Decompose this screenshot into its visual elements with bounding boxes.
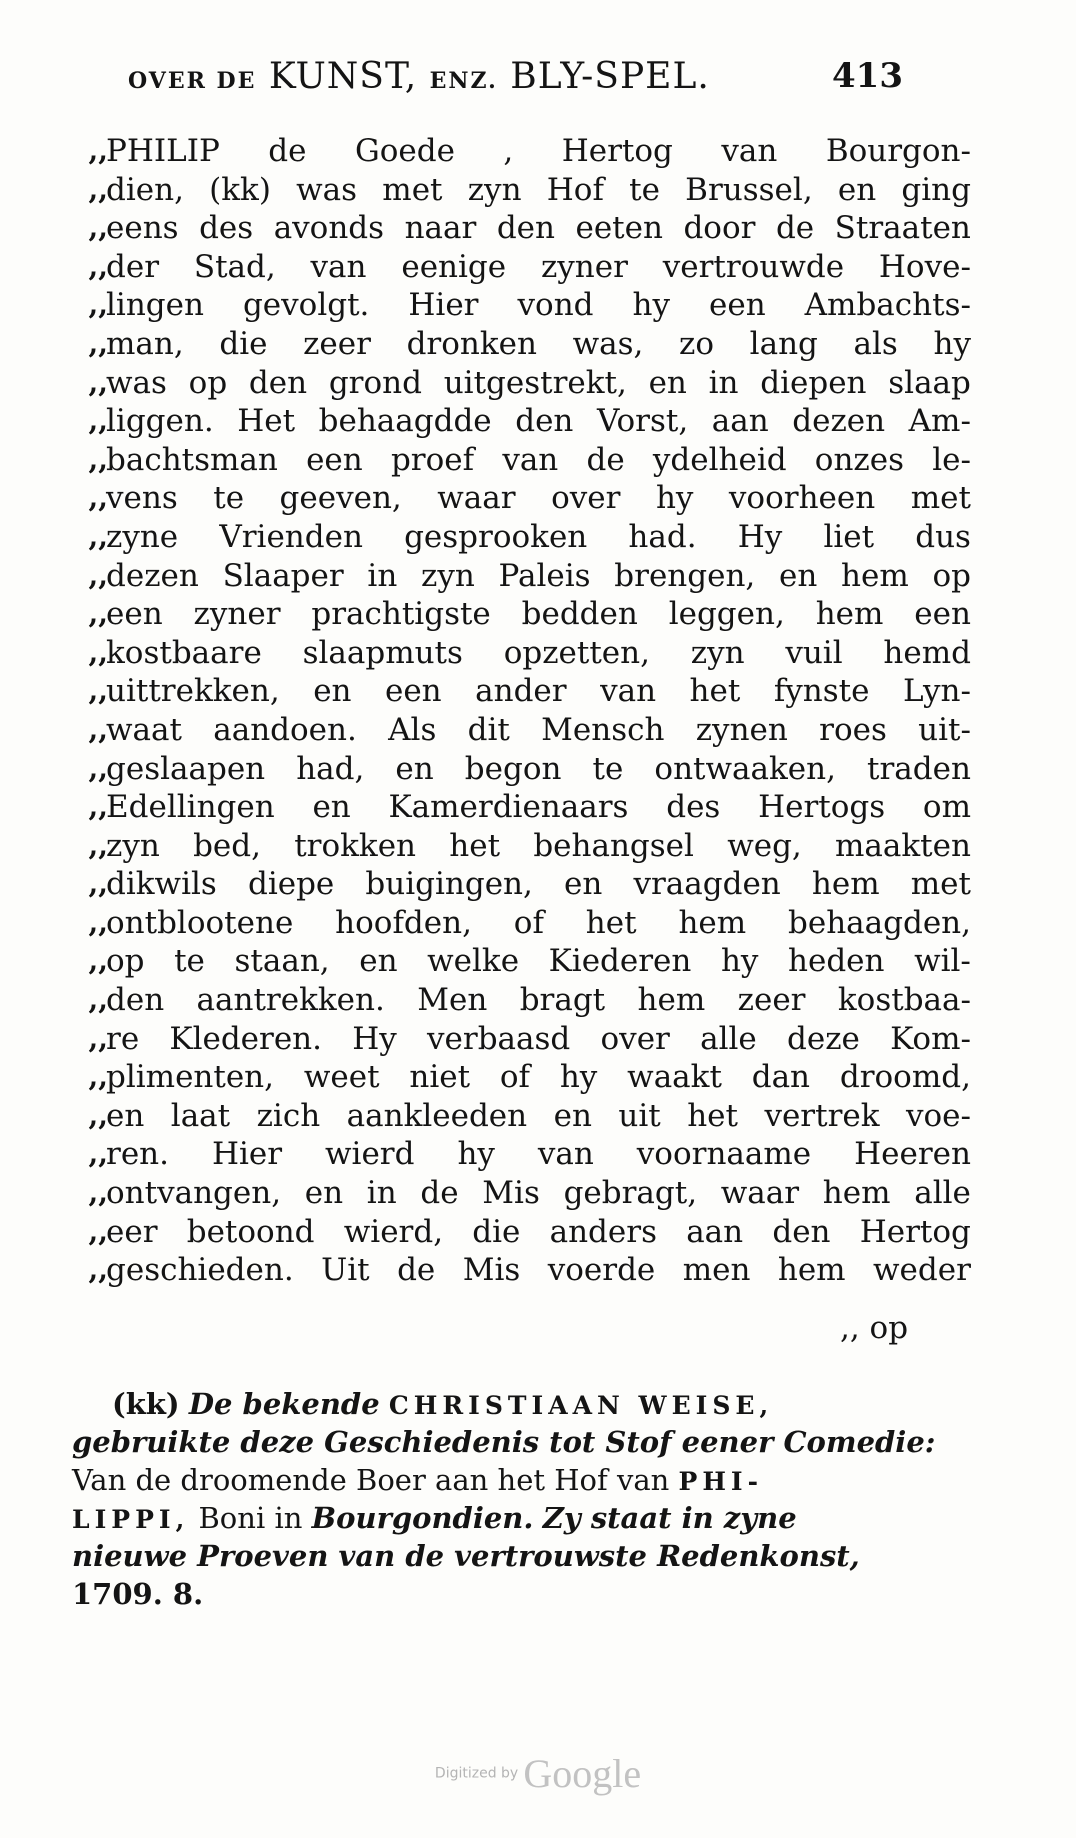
line-text: en laat zich aankleeden en uit het vertrek voe-	[106, 1097, 971, 1134]
line-text: man, die zeer dronken was, zo lang als hy	[106, 325, 971, 362]
quote-mark: ,,	[88, 1137, 108, 1171]
quote-mark: ,,	[88, 519, 108, 553]
line-text: vens te geeven, waar over hy voorheen met	[106, 480, 971, 517]
footnote-line-4	[72, 1499, 922, 1537]
line-text: re Klederen. Hy verbaasd over alle deze Kom-	[106, 1020, 971, 1057]
digitized-by-watermark	[0, 1750, 1076, 1797]
text-line	[54, 1058, 971, 1097]
line-text: waat aandoen. Als dit Mensch zynen roes uit-	[106, 711, 971, 748]
text-line	[54, 441, 971, 480]
text-line	[54, 1174, 971, 1213]
running-head-part-4: BLY-SPEL.	[510, 56, 710, 97]
footnote-line-2	[72, 1423, 936, 1461]
quote-mark: ,,	[88, 1253, 108, 1287]
line-text: PHILIP de Goede , Hertog van Bourgon-	[106, 133, 971, 169]
line-text: lingen gevolgt. Hier vond hy een Ambachts-	[106, 287, 971, 324]
footnote-line-4-text-b: Zy staat in zyne	[542, 1501, 797, 1535]
text-line	[54, 595, 971, 634]
text-line	[54, 248, 971, 287]
line-text: op te staan, en welke Kiederen hy heden wil-	[106, 943, 971, 980]
text-line	[54, 865, 971, 904]
quote-mark: ,,	[88, 674, 108, 708]
quote-mark: ,,	[88, 326, 108, 360]
line-text: ren. Hier wierd hy van voornaame Heeren	[106, 1136, 971, 1173]
text-line	[54, 711, 971, 750]
line-text: plimenten, weet niet of hy waakt dan droomd,	[106, 1059, 971, 1096]
quote-mark: ,,	[88, 983, 108, 1017]
quote-mark: ,,	[88, 1021, 108, 1055]
text-line	[54, 1097, 971, 1136]
quote-mark: ,,	[88, 211, 108, 245]
text-line	[54, 518, 971, 557]
quote-mark: ,,	[88, 404, 108, 438]
footnote-line-1	[72, 1385, 922, 1423]
line-text: ontblootene hoofden, of het hem behaagden,	[106, 904, 971, 941]
line-text: uittrekken, en een ander van het fynste Lyn-	[106, 673, 971, 710]
quote-mark: ,,	[88, 558, 108, 592]
quote-mark: ,,	[88, 905, 108, 939]
quote-mark: ,,	[88, 134, 108, 167]
running-head	[128, 56, 928, 100]
quote-mark: ,,	[88, 751, 108, 785]
line-text: zyn bed, trokken het behangsel weg, maakten	[106, 827, 971, 864]
quote-mark: ,,	[88, 597, 108, 631]
line-text: geslaapen had, en begon te ontwaaken, traden	[106, 750, 971, 787]
text-line	[54, 402, 971, 441]
line-text: dikwils diepe buigingen, en vraagden hem met	[106, 866, 971, 903]
text-line	[54, 672, 971, 711]
line-text: kostbaare slaapmuts opzetten, zyn vuil hemd	[106, 634, 971, 671]
quote-mark: ,,	[88, 1060, 108, 1094]
quote-mark: ,,	[88, 365, 108, 399]
footnote-line-6	[72, 1575, 922, 1613]
footnote-line-4-caps: LIPPI,	[72, 1505, 190, 1534]
line-text: eer betoond wierd, die anders aan den Hertog	[106, 1213, 971, 1250]
text-line	[54, 209, 971, 248]
line-text: geschieden. Uit de Mis voerde men hem weder	[106, 1252, 971, 1289]
line-text: der Stad, van eenige zyner vertrouwde Hove-	[106, 248, 971, 285]
footnote-line-4-text-a: Boni in	[198, 1501, 303, 1535]
text-line	[54, 634, 971, 673]
footnote-marker: (kk)	[112, 1387, 180, 1421]
quote-mark: ,,	[88, 867, 108, 901]
google-logo: Google	[523, 1751, 642, 1796]
line-text: liggen. Het behaagdde den Vorst, aan dezen Am-	[106, 403, 971, 440]
text-line	[54, 132, 971, 171]
text-line	[54, 942, 971, 981]
running-head-part-2: KUNST,	[268, 56, 418, 97]
line-text: dien, (kk) was met zyn Hof te Brussel, en ging	[106, 171, 971, 208]
text-line	[54, 286, 971, 325]
line-text: ontvangen, en in de Mis gebragt, waar hem alle	[106, 1175, 971, 1212]
body-text	[54, 132, 971, 1290]
text-line	[54, 904, 971, 943]
quote-mark: ,,	[88, 635, 108, 669]
text-line	[54, 171, 971, 210]
text-line	[54, 557, 971, 596]
digitized-by-label: Digitized by	[434, 1765, 519, 1782]
footnote-line-5-text: nieuwe Proeven van de vertrouwste Redenkonst,	[72, 1539, 860, 1573]
quote-mark: ,,	[88, 288, 108, 322]
footnote-line-4-italic: Bourgondien.	[311, 1501, 534, 1535]
text-line	[54, 788, 971, 827]
quote-mark: ,,	[88, 1214, 108, 1248]
line-text: eens des avonds naar den eeten door de Straaten	[106, 210, 971, 247]
text-line	[54, 479, 971, 518]
text-line	[54, 325, 971, 364]
quote-mark: ,,	[88, 1176, 108, 1210]
line-text: was op den grond uitgestrekt, en in diepen slaap	[106, 364, 971, 401]
line-text: den aantrekken. Men bragt hem zeer kostbaa-	[106, 982, 971, 1019]
line-text: zyne Vrienden gesprooken had. Hy liet dus	[106, 518, 971, 555]
page-number: 413	[832, 56, 903, 96]
quote-mark: ,,	[88, 1098, 108, 1132]
text-line	[54, 827, 971, 866]
text-line	[54, 750, 971, 789]
quote-mark: ,,	[88, 828, 108, 862]
line-text: dezen Slaaper in zyn Paleis brengen, en hem op	[106, 557, 971, 594]
text-line	[54, 364, 971, 403]
line-text: Edellingen en Kamerdienaars des Hertogs om	[106, 789, 971, 826]
footnote-italic-text: De bekende	[188, 1387, 380, 1421]
footnote-line-2-text: gebruikte deze Geschiedenis tot Stof eener Comedie:	[72, 1425, 936, 1459]
text-line	[54, 1020, 971, 1059]
quote-mark: ,,	[88, 172, 108, 206]
quote-mark: ,,	[88, 944, 108, 978]
text-line	[54, 1213, 971, 1252]
text-line	[54, 1251, 971, 1290]
footnote-line-5	[72, 1537, 922, 1575]
footnote-author-name: CHRISTIAAN WEISE,	[388, 1391, 774, 1420]
footnote-line-3-caps: PHI-	[678, 1467, 764, 1496]
quote-mark: ,,	[88, 790, 108, 824]
quote-mark: ,,	[88, 481, 108, 515]
line-text: een zyner prachtigste bedden leggen, hem een	[106, 596, 971, 633]
line-text: bachtsman een proef van de ydelheid onzes le-	[106, 441, 971, 478]
text-line	[54, 1135, 971, 1174]
footnote-line-3	[72, 1461, 922, 1499]
catchword: ,, op	[840, 1310, 909, 1346]
running-head-part-1: OVER DE	[128, 68, 257, 94]
quote-mark: ,,	[88, 249, 108, 283]
footnote-line-3-text: Van de droomende Boer aan het Hof van	[72, 1463, 670, 1497]
footnote	[72, 1385, 936, 1613]
quote-mark: ,,	[88, 442, 108, 476]
text-line	[54, 981, 971, 1020]
running-head-part-3: ENZ.	[429, 68, 498, 94]
footnote-line-6-text: 1709. 8.	[72, 1577, 204, 1611]
quote-mark: ,,	[88, 712, 108, 746]
